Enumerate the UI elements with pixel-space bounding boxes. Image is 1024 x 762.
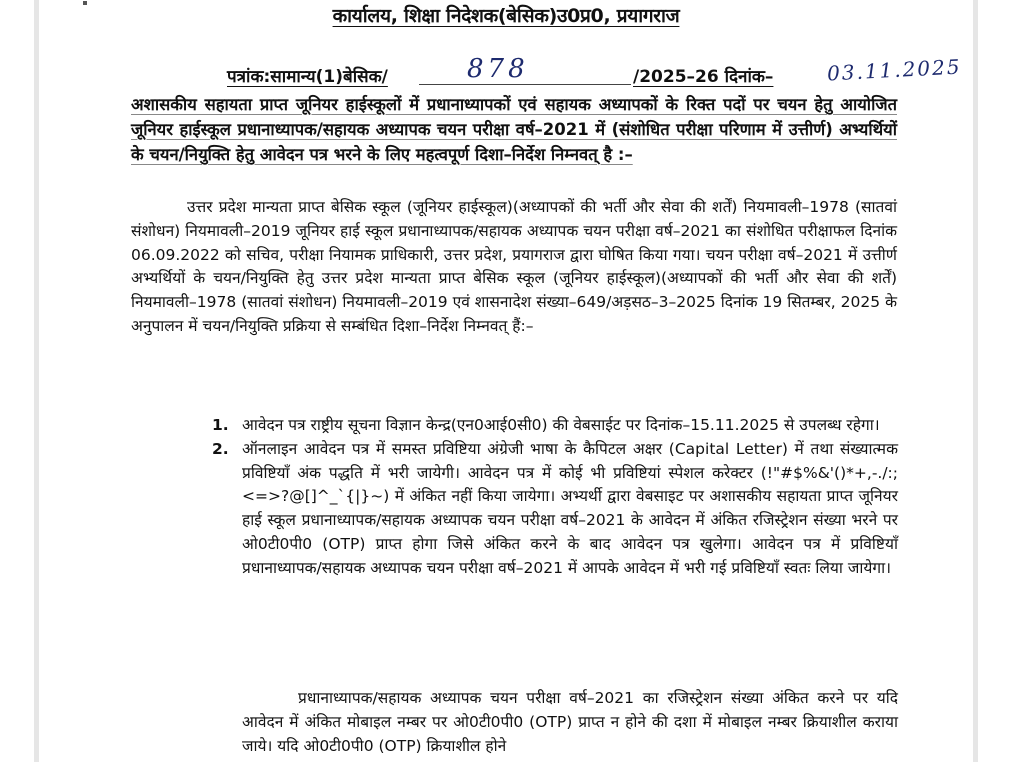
letter-date-handwritten: 03.11.2025 — [826, 54, 963, 86]
instruction-number: 2. — [212, 439, 229, 458]
instruction-list — [212, 414, 898, 581]
document-page — [39, 0, 973, 762]
letter-number-handwritten: 878 — [467, 54, 529, 84]
followup-paragraph-text: प्रधानाध्यापक/सहायक अध्यापक चयन परीक्षा वर्ष–2021 का रजिस्ट्रेशन संख्या अंकित करने पर यदि आवेदन में अंकित मोबाइल नम्बर पर ओ0टी0पी0 (OTP) प्राप्त न होने की दशा में मोबाइल नम्बर क्रियाशील कराया जाये। यदि ओ0टी0पी0 (OTP) क्रियाशील होने — [242, 689, 898, 755]
letter-year-date-label: /2025–26 दिनांक– — [633, 67, 774, 87]
subject-heading: अशासकीय सहायता प्राप्त जूनियर हाईस्कूलों में प्रधानाध्यापकों एवं सहायक अध्यापकों के रिक्त पदों पर चयन हेतु आयोजित जूनियर हाईस्कूल प्रधानाध्यापक/सहायक अध्यापक चयन परीक्षा वर्ष–2021 में (संशोधित परीक्षा परिणाम में उत्तीर्ण) अभ्यर्थियों के चयन/नियुक्ति हेतु आवेदन पत्र भरने के लिए महत्वपूर्ण दिशा–निर्देश निम्नवत् है :– — [131, 95, 897, 164]
followup-paragraph — [242, 687, 898, 758]
instruction-text: ऑनलाइन आवेदन पत्र में समस्त प्रविष्टिया अंग्रेजी भाषा के कैपिटल अक्षर (Capital Letter) में तथा संख्यात्मक प्रविष्टियाँ अंक पद्धति में भरी जायेगी। आवेदन पत्र में कोई भी प्रविष्टियां स्पेशल करेक्टर (!"#$%&'()*+,-./:;<=>?@[]^_`{|}~) में अंकित नहीं किया जायेगा। अभ्यर्थी द्वारा वेबसाइट पर अशासकीय सहायता प्राप्त जूनियर हाई स्कूल प्रधानाध्यापक/सहायक अध्यापक चयन परीक्षा वर्ष–2021 के आवेदन में अंकित रजिस्ट्रेशन संख्या भरने पर ओ0टी0पी0 (OTP) प्राप्त होगा जिसे अंकित करने के बाद आवेदन पत्र खुलेगा। आवेदन पत्र में प्रविष्टियाँ प्रधानाध्यापक/सहायक अध्यापक चयन परीक्षा वर्ष–2021 में आपके आवेदन में भरी गई प्रविष्टियॉं स्वतः लिया जायेगा। — [242, 439, 898, 577]
instruction-text: आवेदन पत्र राष्ट्रीय सूचना विज्ञान केन्द्र(एन0आई0सी0) की वेबसाईट पर दिनांक–15.11.2025 से उपलब्ध रहेगा। — [242, 416, 880, 434]
intro-paragraph-text: उत्तर प्रदेश मान्यता प्राप्त बेसिक स्कूल (जूनियर हाईस्कूल)(अध्यापकों की भर्ती और सेवा की शर्तें) नियमावली–1978 (सातवां संशोधन) नियमावली–2019 जूनियर हाई स्कूल प्रधानाध्यापक/सहायक अध्यापक चयन परीक्षा वर्ष–2021 का संशोधित परीक्षाफल दिनांक 06.09.2022 को सचिव, परीक्षा नियामक प्राधिकारी, उत्तर प्रदेश, प्रयागराज द्वारा घोषित किया गया। चयन परीक्षा वर्ष–2021 में उत्तीर्ण अभ्यर्थियों के चयन/नियुक्ति हेतु उत्तर प्रदेश मान्यता प्राप्त बेसिक स्कूल (जूनियर हाईस्कूल)(अध्यापकों की भर्ती और सेवा की शर्तें) नियमावली–1978 (सातवां संशोधन) नियमावली–2019 एवं शासनादेश संख्या–649/अड़सठ–3–2025 दिनांक 19 सितम्बर, 2025 के अनुपालन में चयन/नियुक्ति प्रक्रिया से सम्बंधित दिशा–निर्देश निम्नवत् हैं:– — [131, 198, 897, 335]
instruction-number: 1. — [212, 416, 229, 434]
instruction-item — [212, 414, 898, 438]
page-border-right — [973, 0, 978, 762]
office-heading: कार्यालय, शिक्षा निदेशक(बेसिक)उ0प्र0, प्रयागराज — [332, 5, 680, 27]
letter-number-blank-line — [419, 84, 631, 85]
instruction-item — [212, 438, 898, 581]
intro-paragraph — [131, 196, 897, 339]
reference-line — [227, 54, 967, 92]
letter-number-prefix: पत्रांक:सामान्य(1)बेसिक/ — [227, 67, 388, 87]
